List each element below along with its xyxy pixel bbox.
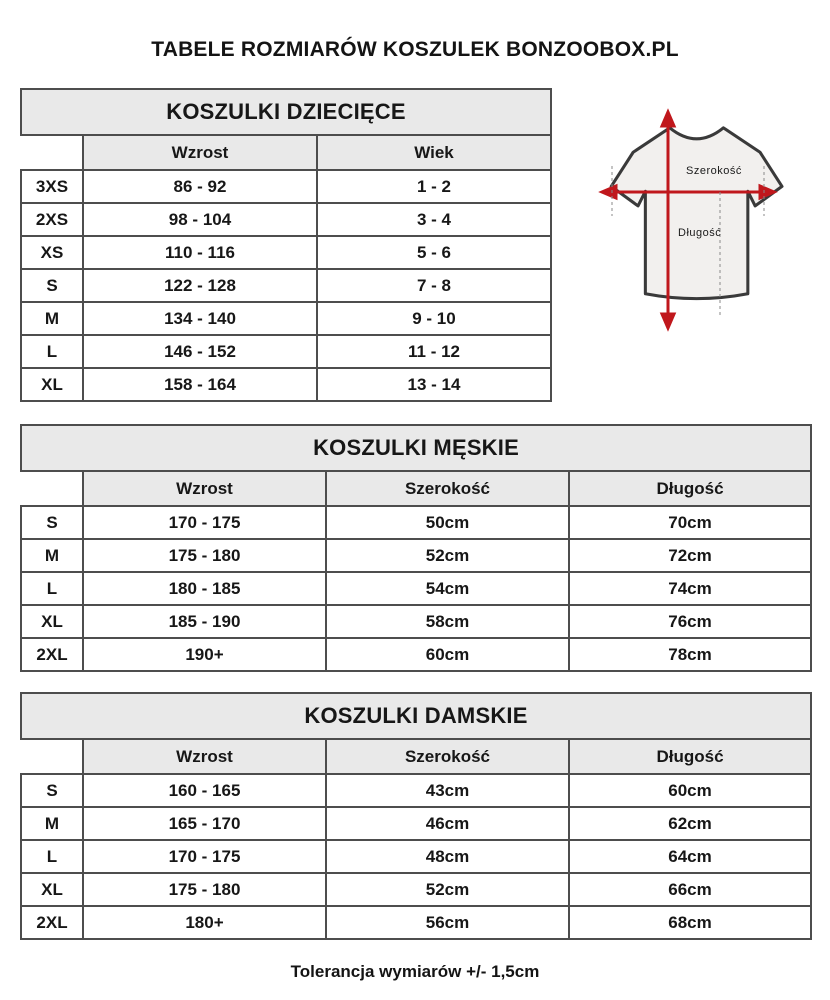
size-label: M <box>21 302 83 335</box>
table-row <box>21 774 811 807</box>
cell-age: 9 - 10 <box>317 302 551 335</box>
table-header-row <box>21 739 811 774</box>
table-caption-row <box>21 89 551 135</box>
table-header-row <box>21 135 551 170</box>
women-header-corner <box>21 739 83 774</box>
cell-height: 190+ <box>83 638 326 671</box>
cell-height: 160 - 165 <box>83 774 326 807</box>
table-row <box>21 572 811 605</box>
tshirt-icon <box>560 96 820 386</box>
cell-length: 62cm <box>569 807 811 840</box>
cell-width: 56cm <box>326 906 569 939</box>
cell-height: 185 - 190 <box>83 605 326 638</box>
charts-content <box>0 88 830 982</box>
women-header-height: Wzrost <box>83 739 326 774</box>
cell-height: 175 - 180 <box>83 873 326 906</box>
table-row <box>21 906 811 939</box>
size-label: M <box>21 539 83 572</box>
cell-height: 98 - 104 <box>83 203 317 236</box>
cell-width: 60cm <box>326 638 569 671</box>
size-label: S <box>21 269 83 302</box>
cell-length: 78cm <box>569 638 811 671</box>
cell-width: 54cm <box>326 572 569 605</box>
women-table-caption: KOSZULKI DAMSKIE <box>21 693 811 739</box>
cell-width: 50cm <box>326 506 569 539</box>
table-row <box>21 840 811 873</box>
size-label: 2XL <box>21 906 83 939</box>
men-table-caption: KOSZULKI MĘSKIE <box>21 425 811 471</box>
kids-header-height: Wzrost <box>83 135 317 170</box>
tolerance-note: Tolerancja wymiarów +/- 1,5cm <box>290 962 540 981</box>
size-label: L <box>21 572 83 605</box>
kids-table-caption: KOSZULKI DZIECIĘCE <box>21 89 551 135</box>
kids-table-wrapper <box>20 88 550 402</box>
men-size-table <box>20 424 812 672</box>
table-row <box>21 506 811 539</box>
cell-length: 68cm <box>569 906 811 939</box>
tshirt-measurement-diagram <box>560 96 820 396</box>
cell-height: 165 - 170 <box>83 807 326 840</box>
table-row <box>21 807 811 840</box>
size-label: S <box>21 506 83 539</box>
cell-width: 48cm <box>326 840 569 873</box>
size-label: L <box>21 840 83 873</box>
men-header-width: Szerokość <box>326 471 569 506</box>
size-label: L <box>21 335 83 368</box>
table-row <box>21 269 551 302</box>
size-label: 3XS <box>21 170 83 203</box>
men-header-length: Długość <box>569 471 811 506</box>
cell-height: 175 - 180 <box>83 539 326 572</box>
cell-length: 60cm <box>569 774 811 807</box>
cell-height: 86 - 92 <box>83 170 317 203</box>
cell-length: 66cm <box>569 873 811 906</box>
cell-width: 52cm <box>326 539 569 572</box>
cell-height: 180+ <box>83 906 326 939</box>
label-width: Szerokość <box>686 165 742 177</box>
table-row <box>21 368 551 401</box>
size-label: 2XS <box>21 203 83 236</box>
cell-height: 170 - 175 <box>83 506 326 539</box>
cell-age: 13 - 14 <box>317 368 551 401</box>
table-row <box>21 539 811 572</box>
cell-width: 52cm <box>326 873 569 906</box>
cell-height: 122 - 128 <box>83 269 317 302</box>
table-row <box>21 203 551 236</box>
table-row <box>21 873 811 906</box>
size-label: XL <box>21 873 83 906</box>
cell-length: 70cm <box>569 506 811 539</box>
table-caption-row <box>21 425 811 471</box>
women-header-width: Szerokość <box>326 739 569 774</box>
kids-size-table <box>20 88 552 402</box>
kids-header-corner <box>21 135 83 170</box>
size-label: S <box>21 774 83 807</box>
table-row <box>21 605 811 638</box>
cell-age: 3 - 4 <box>317 203 551 236</box>
cell-length: 74cm <box>569 572 811 605</box>
cell-length: 72cm <box>569 539 811 572</box>
men-header-height: Wzrost <box>83 471 326 506</box>
cell-height: 170 - 175 <box>83 840 326 873</box>
cell-height: 180 - 185 <box>83 572 326 605</box>
kids-header-age: Wiek <box>317 135 551 170</box>
men-table-wrapper <box>20 424 810 672</box>
cell-length: 76cm <box>569 605 811 638</box>
table-row <box>21 170 551 203</box>
cell-age: 7 - 8 <box>317 269 551 302</box>
cell-length: 64cm <box>569 840 811 873</box>
cell-age: 5 - 6 <box>317 236 551 269</box>
size-label: 2XL <box>21 638 83 671</box>
size-label: XL <box>21 605 83 638</box>
page-title: TABELE ROZMIARÓW KOSZULEK BONZOOBOX.PL <box>151 38 679 61</box>
cell-height: 158 - 164 <box>83 368 317 401</box>
table-caption-row <box>21 693 811 739</box>
men-header-corner <box>21 471 83 506</box>
cell-age: 11 - 12 <box>317 335 551 368</box>
women-size-table <box>20 692 812 940</box>
table-header-row <box>21 471 811 506</box>
label-length: Długość <box>678 227 722 239</box>
women-header-length: Długość <box>569 739 811 774</box>
women-table-wrapper <box>20 692 810 940</box>
table-row <box>21 302 551 335</box>
table-row <box>21 638 811 671</box>
cell-height: 110 - 116 <box>83 236 317 269</box>
cell-height: 134 - 140 <box>83 302 317 335</box>
table-row <box>21 335 551 368</box>
cell-width: 46cm <box>326 807 569 840</box>
cell-width: 58cm <box>326 605 569 638</box>
cell-height: 146 - 152 <box>83 335 317 368</box>
table-row <box>21 236 551 269</box>
size-label: XL <box>21 368 83 401</box>
cell-age: 1 - 2 <box>317 170 551 203</box>
size-label: XS <box>21 236 83 269</box>
cell-width: 43cm <box>326 774 569 807</box>
size-label: M <box>21 807 83 840</box>
